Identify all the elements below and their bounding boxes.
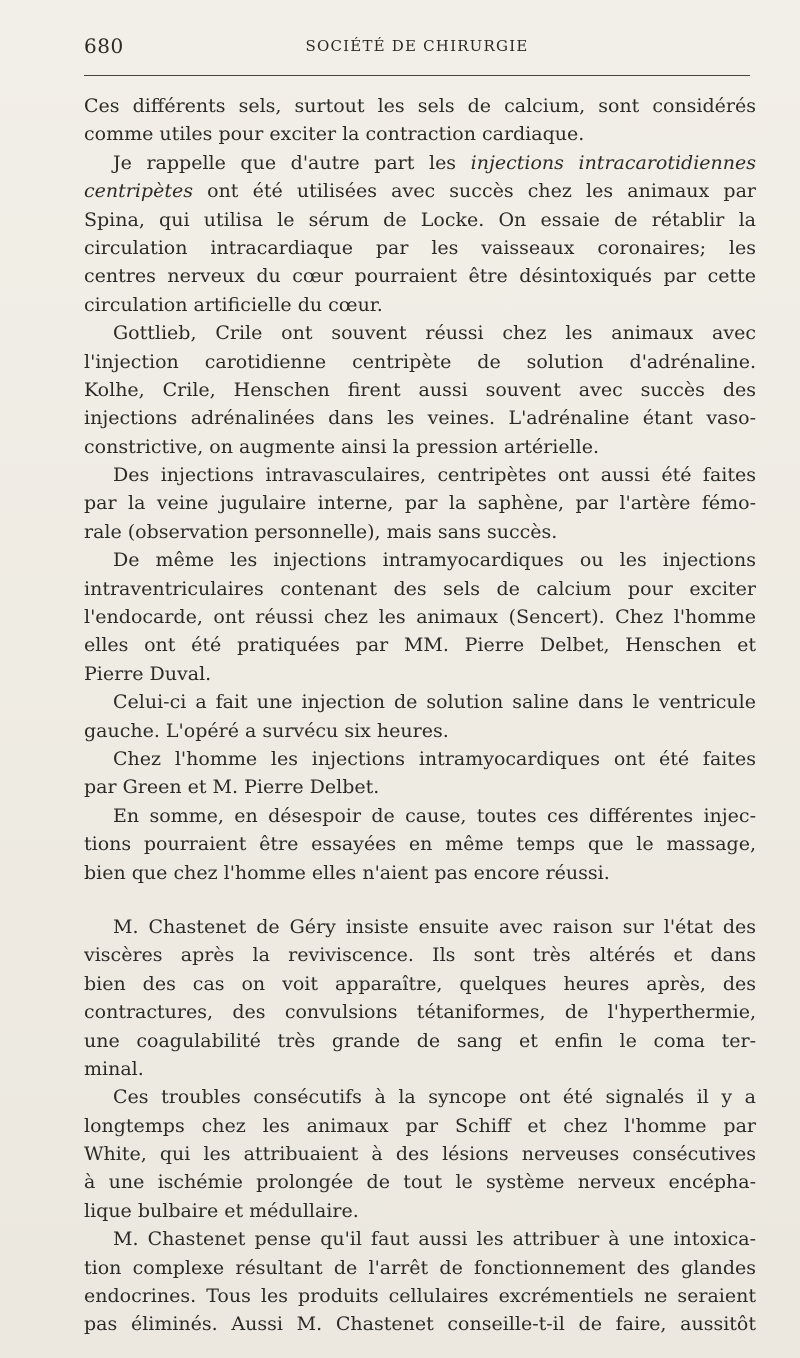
text-span: Je rappelle que d'autre part les: [113, 151, 471, 174]
paragraph-2: [84, 149, 756, 319]
text-line: Spina, qui utilisa le sérum de Locke. On essaie de rétablir la: [84, 208, 756, 231]
paragraph-6: [84, 688, 756, 745]
text-line: endocrines. Tous les produits cellulaires excrémentiels ne seraient: [84, 1285, 756, 1308]
paragraph-8: [84, 802, 756, 887]
italic-span: centripètes: [84, 180, 193, 203]
text-line: [84, 149, 756, 177]
text-line: En somme, en désespoir de cause, toutes ces différentes injec-: [113, 804, 756, 827]
text-line: Gottlieb, Crile ont souvent réussi chez les animaux avec: [113, 322, 756, 345]
text-line: par Green et M. Pierre Delbet.: [84, 776, 380, 799]
header-rule: [84, 75, 750, 76]
body-text: [84, 92, 756, 1339]
text-line: rale (observation personnelle), mais sans succès.: [84, 520, 558, 543]
paragraph-7: [84, 745, 756, 802]
paragraph-gap: [84, 887, 756, 913]
paragraph-10: [84, 1083, 756, 1225]
text-line: tions pourraient être essayées en même temps que le massage,: [84, 833, 756, 856]
text-line: M. Chastenet pense qu'il faut aussi les attribuer à une intoxica-: [113, 1228, 756, 1251]
text-line: contractures, des convulsions tétaniformes, de l'hyperthermie,: [84, 1001, 756, 1024]
text-line: constrictive, on augmente ainsi la pression artérielle.: [84, 435, 599, 458]
text-line: bien que chez l'homme elles n'aient pas encore réussi.: [84, 861, 610, 884]
page-number: 680: [84, 34, 124, 58]
text-line: pas éliminés. Aussi M. Chastenet conseille-t-il de faire, aussitôt: [84, 1313, 756, 1336]
text-line: elles ont été pratiquées par MM. Pierre Delbet, Henschen et: [84, 634, 756, 657]
italic-span: injections intracarotidiennes: [470, 151, 757, 174]
text-line: Celui-ci a fait une injection de solution saline dans le ventricule: [113, 691, 756, 714]
text-line: Pierre Duval.: [84, 662, 212, 685]
text-line: minal.: [84, 1057, 144, 1080]
text-line: injections adrénalinées dans les veines. L'adrénaline étant vaso-: [84, 407, 756, 430]
text-line: par la veine jugulaire interne, par la saphène, par l'artère fémo-: [84, 492, 756, 515]
text-line: De même les injections intramyocardiques ou les injections: [113, 549, 756, 572]
text-line: comme utiles pour exciter la contraction cardiaque.: [84, 123, 585, 146]
paragraph-4: [84, 461, 756, 546]
text-line: Chez l'homme les injections intramyocardiques ont été faites: [113, 747, 756, 770]
text-line: longtemps chez les animaux par Schiff et chez l'homme par: [84, 1114, 756, 1137]
running-head: SOCIÉTÉ DE CHIRURGIE: [305, 37, 529, 55]
text-line: Des injections intravasculaires, centripètes ont aussi été faites: [113, 464, 756, 487]
text-line: Kolhe, Crile, Henschen firent aussi souvent avec succès des: [84, 378, 756, 401]
text-line: Ces troubles consécutifs à la syncope ont été signalés il y a: [113, 1086, 756, 1109]
text-line: intraventriculaires contenant des sels de calcium pour exciter: [84, 577, 756, 600]
text-line: [84, 177, 756, 205]
text-line: bien des cas on voit apparaître, quelques heures après, des: [84, 972, 756, 995]
text-line: l'injection carotidienne centripète de solution d'adrénaline.: [84, 350, 756, 373]
text-line: circulation intracardiaque par les vaisseaux coronaires; les: [84, 236, 756, 259]
paragraph-3: [84, 319, 756, 461]
paragraph-11: [84, 1225, 756, 1339]
text-line: à une ischémie prolongée de tout le système nerveux encépha-: [84, 1171, 756, 1194]
text-line: une coagulabilité très grande de sang et enfin le coma ter-: [84, 1029, 756, 1052]
text-line: l'endocarde, ont réussi chez les animaux (Sencert). Chez l'homme: [84, 606, 756, 629]
text-line: circulation artificielle du cœur.: [84, 293, 383, 316]
page-header: [84, 34, 750, 64]
text-line: Ces différents sels, surtout les sels de calcium, sont considérés: [84, 95, 756, 117]
text-line: M. Chastenet de Géry insiste ensuite avec raison sur l'état des: [113, 915, 756, 938]
text-line: White, qui les attribuaient à des lésions nerveuses consécutives: [84, 1143, 756, 1166]
paragraph-5: [84, 546, 756, 688]
paragraph-9: [84, 913, 756, 1083]
paragraph-1: [84, 92, 756, 149]
text-line: centres nerveux du cœur pourraient être désintoxiqués par cette: [84, 265, 756, 288]
text-line: lique bulbaire et médullaire.: [84, 1199, 359, 1222]
text-line: gauche. L'opéré a survécu six heures.: [84, 719, 449, 742]
text-line: tion complexe résultant de l'arrêt de fonctionnement des glandes: [84, 1256, 756, 1279]
text-line: viscères après la reviviscence. Ils sont très altérés et dans: [84, 944, 756, 967]
text-span: ont été utilisées avec succès chez les animaux par: [192, 180, 756, 203]
